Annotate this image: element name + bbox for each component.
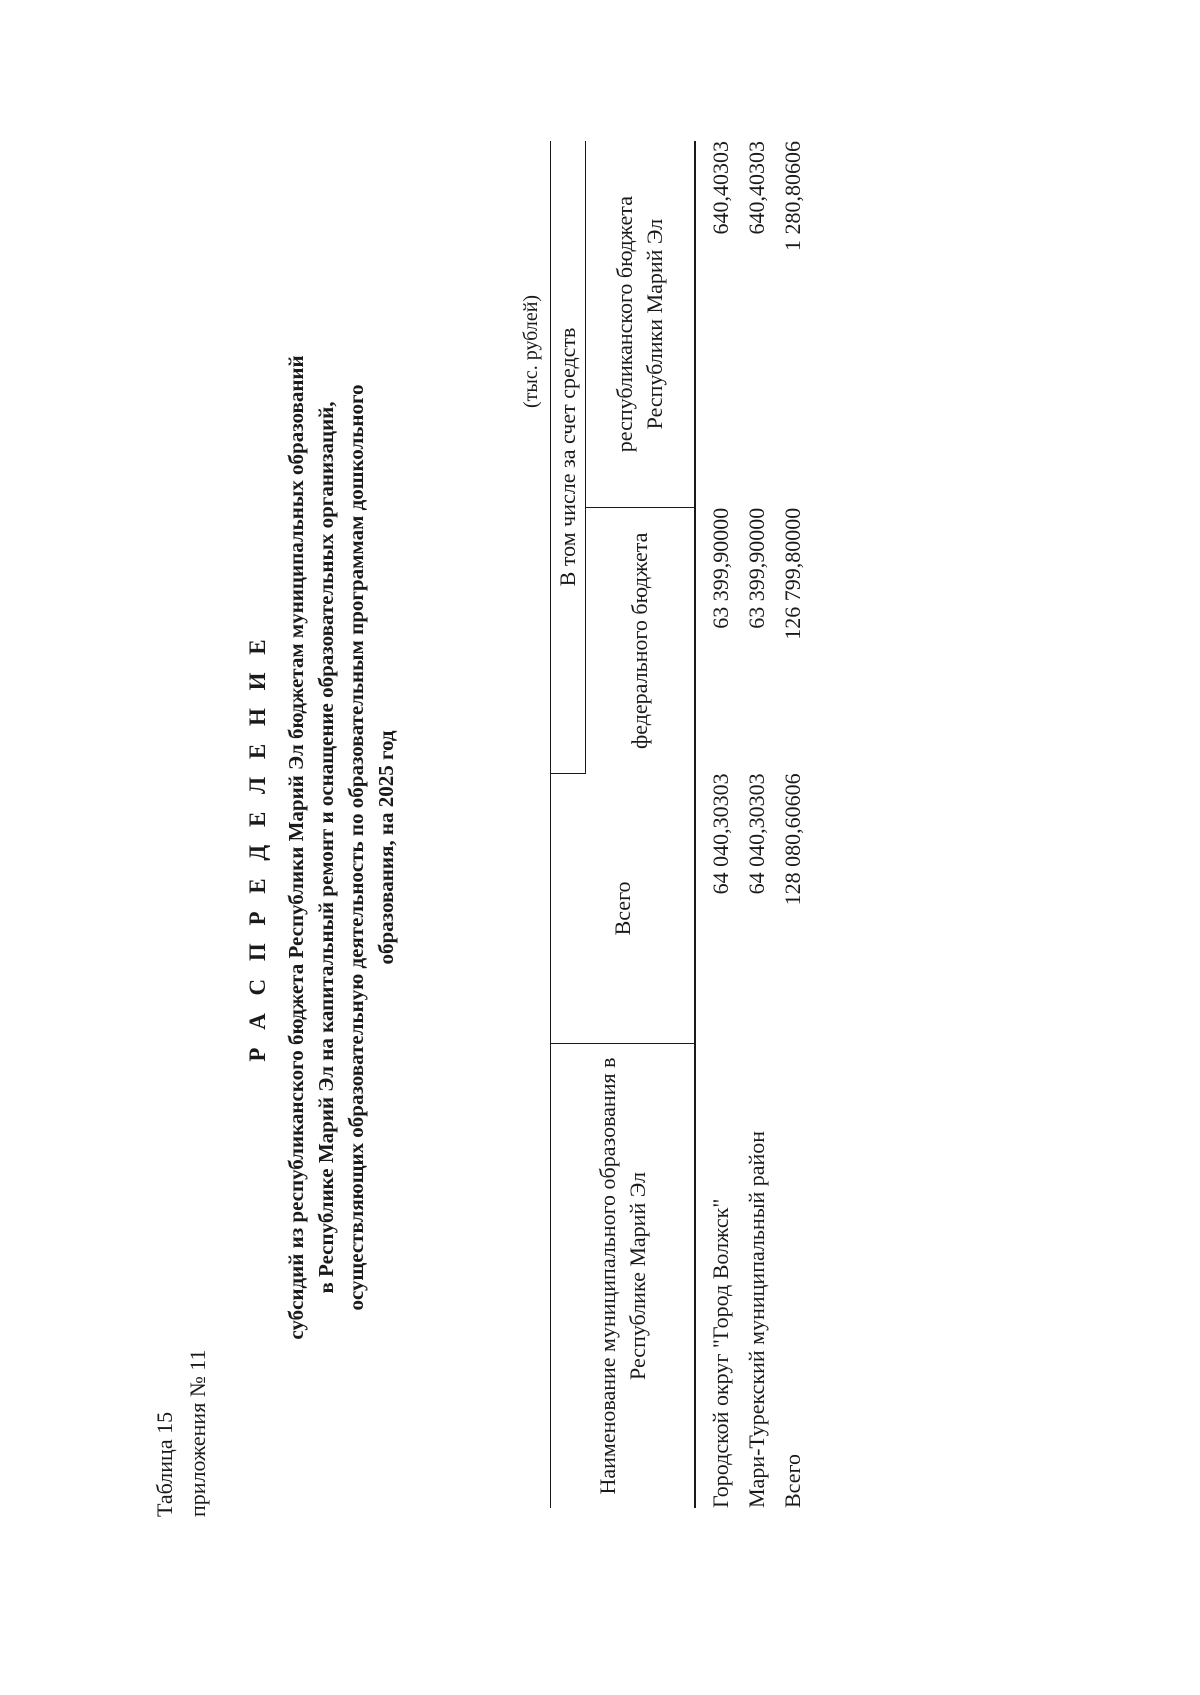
table-number: Таблица 15 [152,1411,177,1517]
municipality-name: Мари-Турекский муниципальный район [744,1130,769,1508]
republican-amount: 1 280,80606 [780,141,805,251]
republican-amount: 640,40303 [695,141,739,508]
table-row-total [775,141,811,1508]
table-row [739,141,775,1508]
distribution-table [550,141,811,1508]
table-row [695,141,739,1508]
subtitle-line-2: в Республике Марий Эл на капитальный ремонт и оснащение образовательных организаций, [314,401,338,1294]
appendix-reference: приложения № 11 [185,1349,210,1517]
federal-amount: 126 799,80000 [780,507,805,640]
federal-amount: 63 399,90000 [695,508,739,774]
header-federal-budget: федерального бюджета [586,508,696,774]
unit-note: (тыс. рублей) [520,294,542,408]
total-amount: 64 040,30303 [695,773,739,1043]
municipality-name: Всего [780,1454,805,1508]
municipality-name: Городской округ "Город Волжск" [695,1044,739,1509]
header-municipality-name: Наименование муниципального образования в Республике Марий Эл [551,1044,696,1509]
table-header [551,141,696,1508]
republican-amount: 640,40303 [744,141,769,235]
table-body [695,141,811,1508]
total-amount: 128 080,60606 [780,773,805,906]
subtitle-line-4: образования, на 2025 год [374,730,398,965]
document-title: Р А С П Р Е Д Е Л Е Н И Е [245,633,270,1062]
subtitle-line-1: субсидий из республиканского бюджета Республики Марий Эл бюджетам муниципальных образований [284,355,308,1340]
header-row-1 [551,141,586,1508]
federal-amount: 63 399,90000 [744,507,769,629]
subtitle-line-3: осуществляющих образовательную деятельность по образовательным программам дошкольного [344,384,368,1311]
total-amount: 64 040,30303 [744,773,769,895]
header-republican-budget: республиканского бюджета Республики Марий Эл [586,141,696,508]
header-total: Всего [551,773,696,1043]
header-funding-sources: В том числе за счет средств [551,141,586,773]
document-title-block [245,0,401,1695]
